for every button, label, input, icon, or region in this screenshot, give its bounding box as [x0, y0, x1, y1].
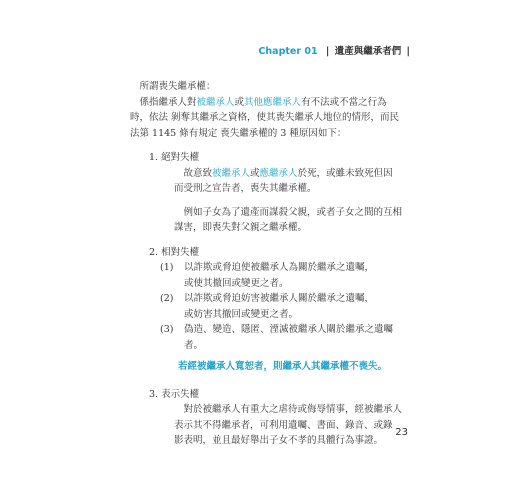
body-text: 不得繼承者，可利用遺囑、書面、錄音、或錄影表明，並且最好	[174, 419, 393, 446]
item-number: (2)	[160, 293, 174, 304]
body-text: 舉出子女不孝的具體行為事證。	[250, 435, 384, 446]
item-continuation: 或使其撤回或變更之者。	[184, 277, 289, 289]
section-3-body	[174, 402, 402, 449]
running-header	[258, 43, 412, 57]
body-text: 即喪失對父親之繼承權。	[202, 222, 308, 233]
intro-text: 係指繼承人對	[139, 96, 197, 108]
intro-paragraph	[130, 95, 402, 142]
header-divider: |	[325, 46, 330, 57]
item-text: 以詐欺或脅迫使被繼承人為關於繼承之遺囑，	[184, 262, 375, 273]
intro-text: 喪失繼承權的 3 種原因如下：	[220, 127, 347, 139]
section-1-title: 1. 絕對失權	[149, 152, 200, 163]
intro-text: 剝奪其繼承之資格，使其喪失繼承人地位的情形，而民法第 1145 條有規定	[130, 112, 400, 139]
page-number: 23	[395, 427, 408, 438]
body-text: 例如子女為了遺產而謀殺父親，或者子女之間的互相謀害，	[174, 206, 403, 233]
header-divider-end: |	[406, 46, 410, 57]
body-text: 或	[250, 167, 260, 179]
highlight-term: 其他應繼承人	[244, 96, 302, 108]
body-text: 對於被繼承人有重大之虐待或侮辱情事，經被繼承人表示其	[174, 404, 403, 431]
section-2-list	[130, 260, 402, 353]
intro-title: 所謂喪失繼承權：	[139, 81, 216, 92]
intro-text: 有不法或不當之行為時，依法	[130, 96, 387, 123]
section-3-paragraph	[174, 402, 402, 449]
forgiveness-callout: 若經被繼承人寬恕者，則繼承人其繼承權不喪失。	[178, 361, 388, 372]
item-number: (1)	[160, 262, 174, 273]
highlight-term: 被繼承人	[196, 96, 235, 108]
body-text: 宣告者，喪失其繼承權。	[212, 183, 317, 194]
chapter-title: 遺產與繼承者們	[334, 46, 402, 57]
list-item	[160, 322, 402, 353]
section-1-paragraph	[174, 166, 402, 197]
list-item	[160, 291, 402, 307]
item-continuation: 或妨害其撤回或變更之者。	[184, 308, 299, 320]
page-body	[130, 79, 402, 449]
body-text: 故意致	[183, 167, 213, 179]
section-1-body	[174, 166, 402, 236]
highlight-term: 應繼承人	[259, 167, 298, 179]
item-text: 偽造、變造、隱匿、湮滅被繼承人關於繼承之遺囑者。	[184, 324, 394, 351]
section-2-title: 2. 相對失權	[149, 246, 200, 258]
chapter-label: Chapter 01	[258, 46, 318, 57]
intro-text: 或	[234, 96, 245, 108]
item-number: (3)	[160, 324, 174, 335]
section-3-title: 3. 表示失權	[149, 388, 200, 400]
item-text: 以詐欺或脅迫妨害被繼承人關於繼承之遺囑，	[184, 293, 375, 304]
highlight-term: 被繼承人	[212, 167, 251, 179]
list-item	[160, 260, 402, 276]
body-text: 於死，或雖未致死但因而受刑之	[174, 167, 393, 194]
section-1-example	[174, 205, 402, 236]
